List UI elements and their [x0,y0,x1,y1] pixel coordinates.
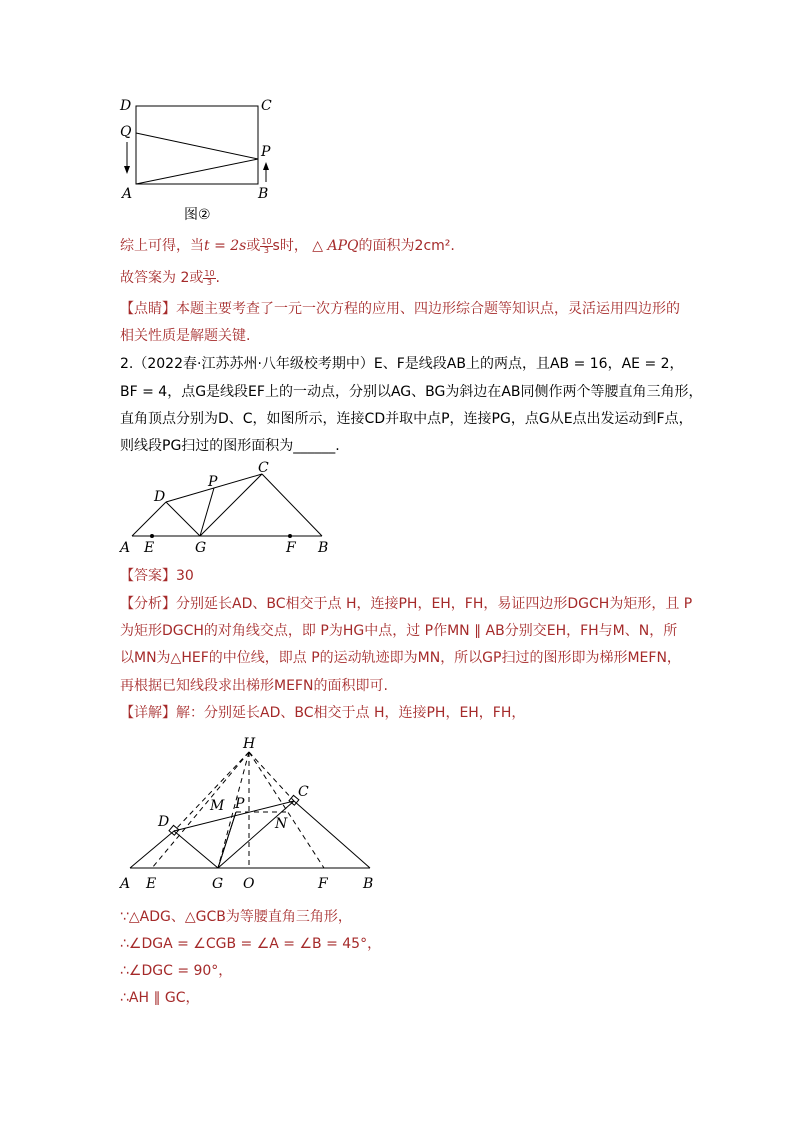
segment-qp [136,133,258,159]
label-o: O [243,876,255,892]
arrow-up-icon [263,162,269,170]
problem-number: 2. [120,356,134,372]
label-n: N [275,816,288,832]
analysis-line-3 [120,648,681,668]
proof-line-2 [120,934,381,954]
label-g: G [195,540,207,556]
answer-value: 30 [176,568,194,584]
fraction: $\frac{10}{3}$ [261,236,272,255]
problem2-line-2 [120,382,703,402]
segment-dg [166,502,200,536]
analysis-line-4 [120,676,388,696]
analysis-line-1 [120,594,692,614]
comment-tag: 【点睛】 [120,301,176,317]
label-a: A [120,540,131,556]
comment-text-2: 相关性质是解题关键. [120,328,251,344]
segment-ad [132,502,166,536]
detail-tag: 【详解】 [120,705,176,721]
analysis-line-2 [120,621,677,641]
segment-ap [136,159,258,184]
dashed-hc [249,752,294,801]
label-f: F [286,540,296,556]
problem2-line-3 [120,409,693,429]
label-b: B [318,540,329,556]
detail-line [120,703,525,723]
figure-problem-2 [112,458,342,558]
label-m: M [210,798,225,814]
comment-line-1 [120,299,680,319]
label-c: C [298,784,309,800]
label-c: C [258,460,269,476]
summary-or: 或 [246,238,261,254]
answer-end: . [215,270,220,286]
label-q: Q [120,124,132,140]
summary-end: . [450,238,455,254]
label-f: F [318,876,328,892]
label-e: E [146,876,157,892]
label-p: P [235,796,245,812]
proof-text-1: ∵△ADG、△GCB为等腰直角三角形， [120,909,352,925]
segment-cb [262,474,322,536]
segment-gc [218,801,294,868]
label-p: P [208,474,218,490]
figure-2 [110,92,300,227]
label-a: A [120,876,131,892]
summary-area-text: 的面积为 [358,238,415,254]
figure-detail [112,728,382,898]
label-b: B [363,876,374,892]
analysis-text-4: 再根据已知线段求出梯形MEFN的面积即可. [120,678,388,694]
analysis-tag: 【分析】 [120,596,176,612]
comment-text-1: 本题主要考查了一元一次方程的应用、四边形综合题等知识点，灵活运用四边形的 [176,301,680,317]
label-d: D [158,814,170,830]
summary-area-value: 2cm² [414,238,451,254]
label-e: E [144,540,155,556]
comment-line-2 [120,326,250,346]
point-f [288,534,292,538]
answer-tag: 【答案】 [120,568,176,584]
problem2-line-4 [120,436,340,456]
summary-line [120,236,455,256]
answer-prefix: 故答案为 2或 [120,270,204,286]
summary-prefix: 综上可得，当 [120,238,204,254]
answer-line [120,268,220,288]
point-e [150,534,154,538]
summary-t: t = 2s [204,238,247,254]
analysis-text-2: 为矩形DGCH的对角线交点，即 P为HG中点，过 P作MN ∥ AB分别交EH，FH与M、N，所 [120,623,678,639]
label-p: P [261,144,271,160]
problem-text-4: 则线段PG扫过的图形面积为______. [120,438,340,454]
arrow-down-icon [124,166,130,174]
label-d: D [154,489,166,505]
label-h: H [243,736,256,752]
analysis-text-3: 以MN为△HEF的中位线，即点 P的运动轨迹即为MN，所以GP扫过的图形即为梯形MEFN， [120,650,681,666]
summary-apq: APQ [327,238,359,254]
label-a: A [122,186,133,202]
proof-text-3: ∴∠DGC = 90°， [120,963,233,979]
proof-text-2: ∴∠DGA = ∠CGB = ∠A = ∠B = 45°， [120,936,382,952]
answer2-line [120,566,194,586]
segment-dg [174,831,218,868]
problem2-line-1 [120,354,684,374]
problem-text-2: BF = 4，点G是线段EF上的一动点，分别以AG、BG为斜边在AB同侧作两个等腰直角三角形， [120,384,703,400]
proof-line-3 [120,961,232,981]
label-d: D [120,98,132,114]
dashed-hd [174,752,249,831]
summary-time: s时， [272,238,308,254]
proof-line-4 [120,988,200,1008]
proof-line-1 [120,907,352,927]
dashed-hf [249,752,324,868]
triangle-symbol: △ [312,238,324,254]
label-c: C [261,98,272,114]
proof-text-4: ∴AH ∥ GC， [120,990,200,1006]
figure-caption: 图② [184,207,211,223]
rectangle-abcd [136,106,258,184]
analysis-text-1: 分别延长AD、BC相交于点 H，连接PH，EH，FH，易证四边形DGCH为矩形，且 P [176,596,693,612]
detail-text: 解：分别延长AD、BC相交于点 H，连接PH，EH，FH， [176,705,526,721]
problem-text-1: （2022春·江苏苏州·八年级校考期中）E、F是线段AB上的两点，且AB = 16，AE = 2， [133,356,684,372]
problem-text-3: 直角顶点分别为D、C，如图所示，连接CD并取中点P，连接PG，点G从E点出发运动到F点， [120,411,693,427]
answer-fraction: $\frac{10}{3}$ [204,268,215,287]
label-g: G [212,876,224,892]
segment-cb [294,801,370,868]
label-b: B [258,186,269,202]
